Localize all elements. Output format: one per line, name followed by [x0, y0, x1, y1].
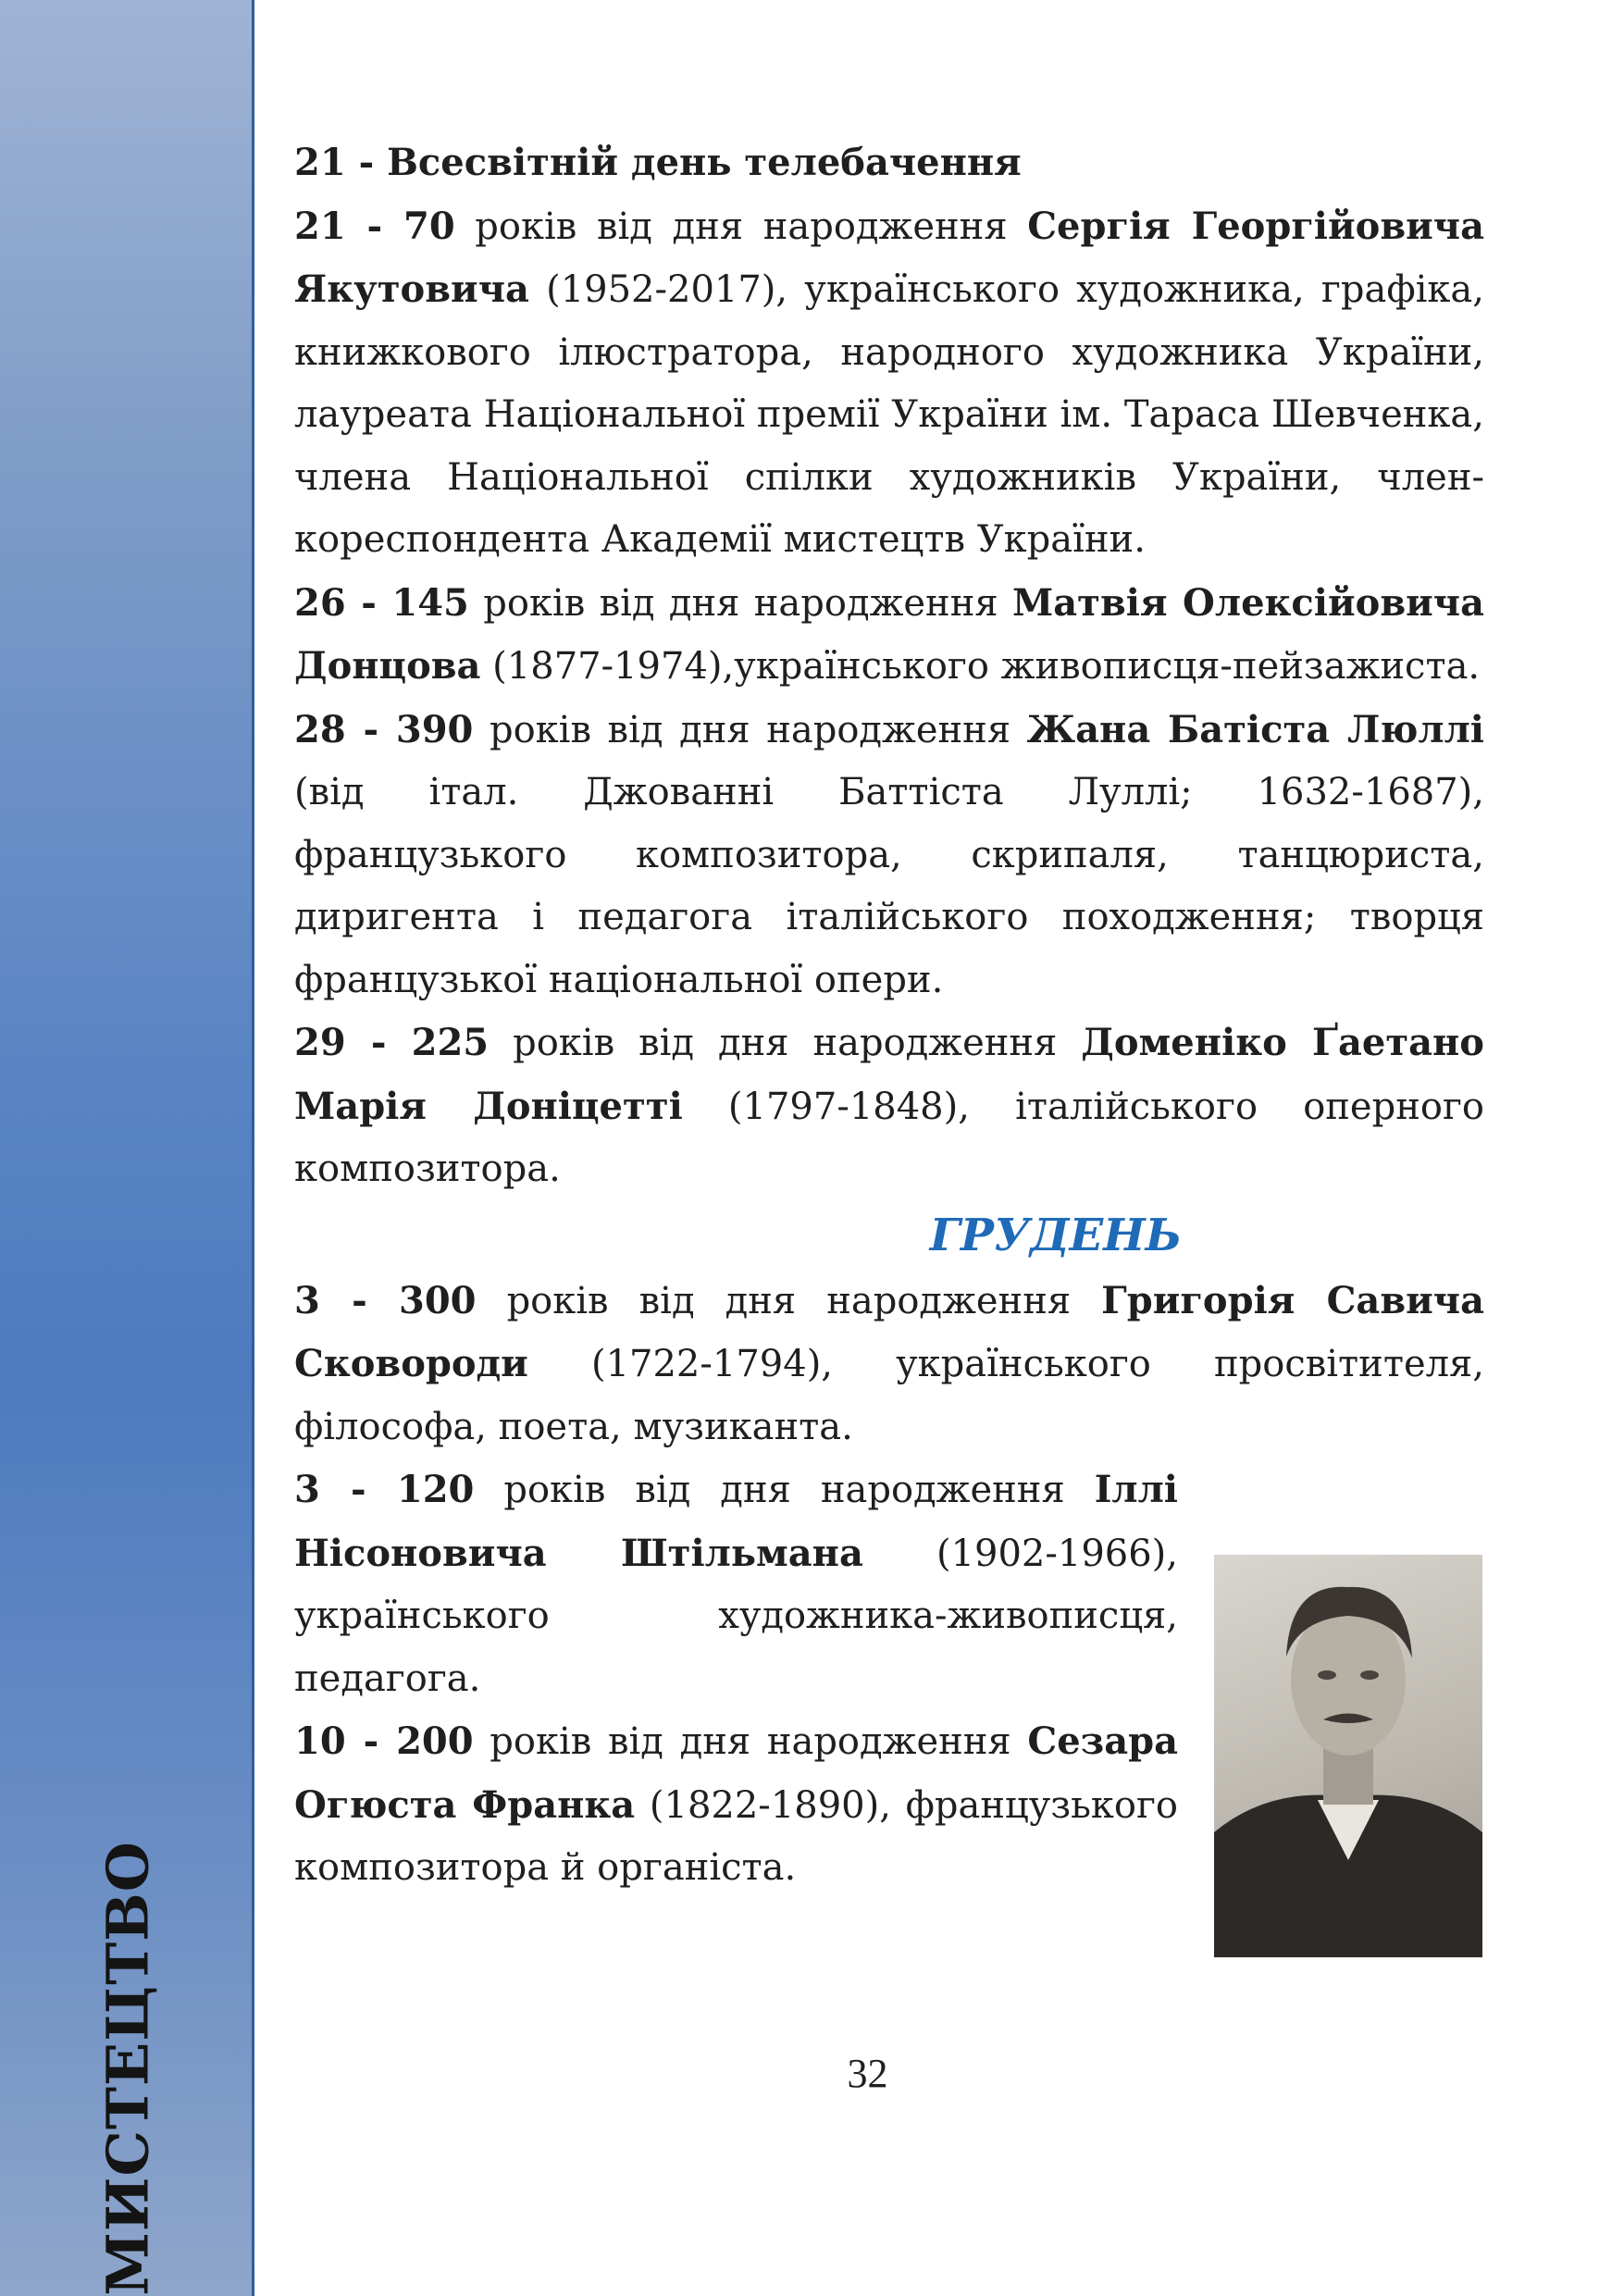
entry-person: Сезара Огюста Франка	[294, 1719, 1178, 1827]
entry-text: років від дня народження	[454, 205, 1028, 248]
entry-description: (1722-1794), українського просвітителя, філософа, поета, музиканта.	[294, 1343, 1484, 1448]
entry-date: 28 - 390	[294, 707, 474, 751]
entry-date: 29 - 225	[294, 1021, 490, 1064]
entry-person: Іллі Нісоновича Штільмана	[294, 1468, 1178, 1575]
entry-dec-3-skovoroda	[294, 1270, 1484, 1459]
entry-text: років від дня народження	[474, 1469, 1095, 1511]
entry-dec-3-shtilman	[294, 1458, 1178, 1710]
entry-date: 3 - 120	[294, 1468, 475, 1511]
entry-text: років від дня народження	[489, 1022, 1082, 1064]
entry-text: років від дня народження	[468, 581, 1012, 625]
entry-person: Матвія Олексійовича Донцова	[294, 580, 1484, 688]
entry-nov-21-yakutovych	[294, 195, 1484, 572]
entry-person: Григорія Савича Сковороди	[294, 1278, 1485, 1385]
month-heading: ГРУДЕНЬ	[929, 1209, 1183, 1261]
entry-date: 26 - 145	[294, 580, 469, 625]
entry-date: 3 - 300	[294, 1278, 477, 1322]
entry-person: Доменіко Ґаетано Марія Доніцетті	[294, 1021, 1484, 1128]
side-bar	[0, 0, 254, 2296]
entry-text: років від дня народження	[476, 1279, 1102, 1322]
entry-description: (1902-1966), українського художника-живописця, педагога.	[294, 1532, 1178, 1700]
entry-person: Сергія Георгійовича Якутовича	[294, 204, 1484, 311]
section-label: МИСТЕЦТВО	[93, 1841, 162, 2296]
entry-nov-26-dontsov	[294, 572, 1484, 699]
entry-nov-29-donizetti	[294, 1011, 1484, 1201]
entry-text: років від дня народження	[473, 1720, 1028, 1763]
entry-nov-28-lully	[294, 699, 1484, 1012]
entry-description: (1952-2017), українського художника, графіка, книжкового ілюстратора, народного художника України, лауреата Національної премії України ім. Тараса Шевченка, члена Національної спілки художників України, член-кореспондента Академії мистецтв України.	[294, 268, 1484, 561]
entry-description: (1822-1890), французького композитора й органіста.	[294, 1783, 1178, 1889]
entry-person: Жана Батіста Люллі	[1026, 707, 1484, 751]
entry-date: 10 - 200	[294, 1719, 474, 1763]
portrait-illustration	[1214, 1555, 1482, 1957]
entry-date: 21 - Всесвітній день телебачення	[294, 141, 1022, 184]
entry-description: (від італ. Джованні Баттіста Луллі; 1632-1687), французького композитора, скрипаля, танцюриста, диригента і педагога італійського походження; творця французької національної опери.	[294, 771, 1484, 1001]
entry-date: 21 - 70	[294, 204, 455, 248]
portrait-photo	[1214, 1555, 1482, 1957]
entry-nov-21-tv-day	[294, 131, 1484, 195]
entry-description: (1797-1848), італійського оперного композитора.	[294, 1085, 1484, 1190]
page-number: 32	[847, 2051, 888, 2096]
entry-text: років від дня народження	[473, 708, 1027, 751]
entry-description: (1877-1974),українського живописця-пейзажиста.	[480, 645, 1481, 688]
entry-dec-10-franck	[294, 1710, 1178, 1900]
